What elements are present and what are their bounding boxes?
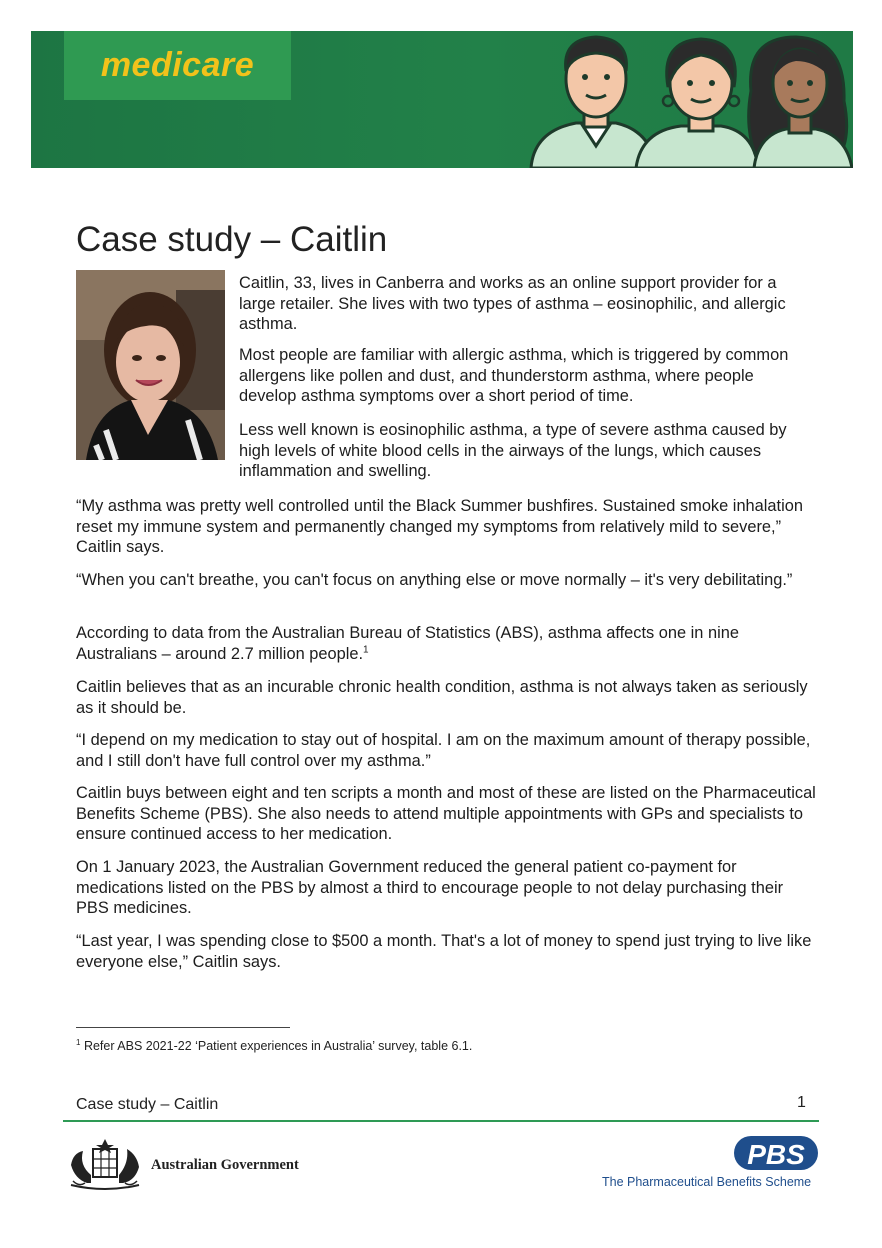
page-number: 1 <box>797 1094 806 1111</box>
woman-figure-short-hair <box>636 39 758 168</box>
footer-label: Case study – Caitlin <box>76 1096 219 1113</box>
pbs-badge-text: PBS <box>747 1139 805 1170</box>
man-figure <box>531 37 656 168</box>
footnote-marker: 1 <box>76 1037 81 1047</box>
portrait-image <box>76 270 225 460</box>
pbs-logo <box>600 1134 822 1194</box>
body-paragraph-8: “Last year, I was spending close to $500 a month. That's a lot of money to spend just trying to live like everyone else,” Caitlin says. <box>76 932 812 971</box>
medicare-banner <box>31 31 853 168</box>
footnote-divider <box>76 1027 290 1028</box>
intro-paragraph-3: Less well known is eosinophilic asthma, a type of severe asthma caused by high levels of white blood cells in the airways of the lungs, which causes inflammation and swelling. <box>239 421 787 480</box>
footnote-text: Refer ABS 2021-22 ‘Patient experiences in Australia’ survey, table 6.1. <box>83 1039 473 1053</box>
intro-paragraph-1: Caitlin, 33, lives in Canberra and works as an online support provider for a large retailer. She lives with two types of asthma – eosinophilic, and allergic asthma. <box>239 274 786 333</box>
body-paragraph-5: “I depend on my medication to stay out of hospital. I am on the maximum amount of therapy possible, and I still don't have full control over my asthma.” <box>76 731 811 770</box>
body-paragraph-1: “My asthma was pretty well controlled until the Black Summer bushfires. Sustained smoke inhalation reset my immune system and permanently changed my symptoms from relatively mild to severe,” Caitlin says. <box>76 497 803 556</box>
body-paragraph-7: On 1 January 2023, the Australian Government reduced the general patient co-payment for medications listed on the PBS by almost a third to encourage people to not delay purchasing their PBS medicines. <box>76 858 784 917</box>
footnote <box>76 1039 472 1053</box>
medicare-logo-text: medicare <box>100 46 255 84</box>
body-paragraph-3-text: According to data from the Australian Bureau of Statistics (ABS), asthma affects one in nine Australians – around 2.7 million people. <box>76 624 739 663</box>
page-title: Case study – Caitlin <box>76 220 388 259</box>
caitlin-photo <box>76 270 225 460</box>
footnote-ref-marker: 1 <box>363 644 369 656</box>
footer-divider <box>63 1120 819 1122</box>
coat-of-arms-icon <box>65 1135 145 1195</box>
medicare-logo <box>64 31 291 100</box>
body-paragraph-6: Caitlin buys between eight and ten scripts a month and most of these are listed on the Pharmaceutical Benefits Scheme (PBS). She also needs to attend multiple appointments with GPs and specialists to ensure continued access to her medication. <box>76 784 816 843</box>
pbs-badge-icon <box>600 1134 822 1174</box>
intro-paragraph-2: Most people are familiar with allergic asthma, which is triggered by common allergens like pollen and dust, and thunderstorm asthma, where people develop asthma symptoms over a short period of time. <box>239 346 789 405</box>
body-paragraph-3 <box>76 623 816 664</box>
government-wordmark: Australian Government <box>151 1157 299 1173</box>
body-paragraph-4: Caitlin believes that as an incurable chronic health condition, asthma is not always taken as seriously as it should be. <box>76 678 808 717</box>
people-illustration <box>496 31 853 168</box>
woman-figure-long-hair <box>749 37 852 168</box>
australian-government-logo <box>65 1135 325 1195</box>
pbs-caption: The Pharmaceutical Benefits Scheme <box>602 1175 812 1189</box>
body-paragraph-2: “When you can't breathe, you can't focus on anything else or move normally – it's very debilitating.” <box>76 571 793 589</box>
